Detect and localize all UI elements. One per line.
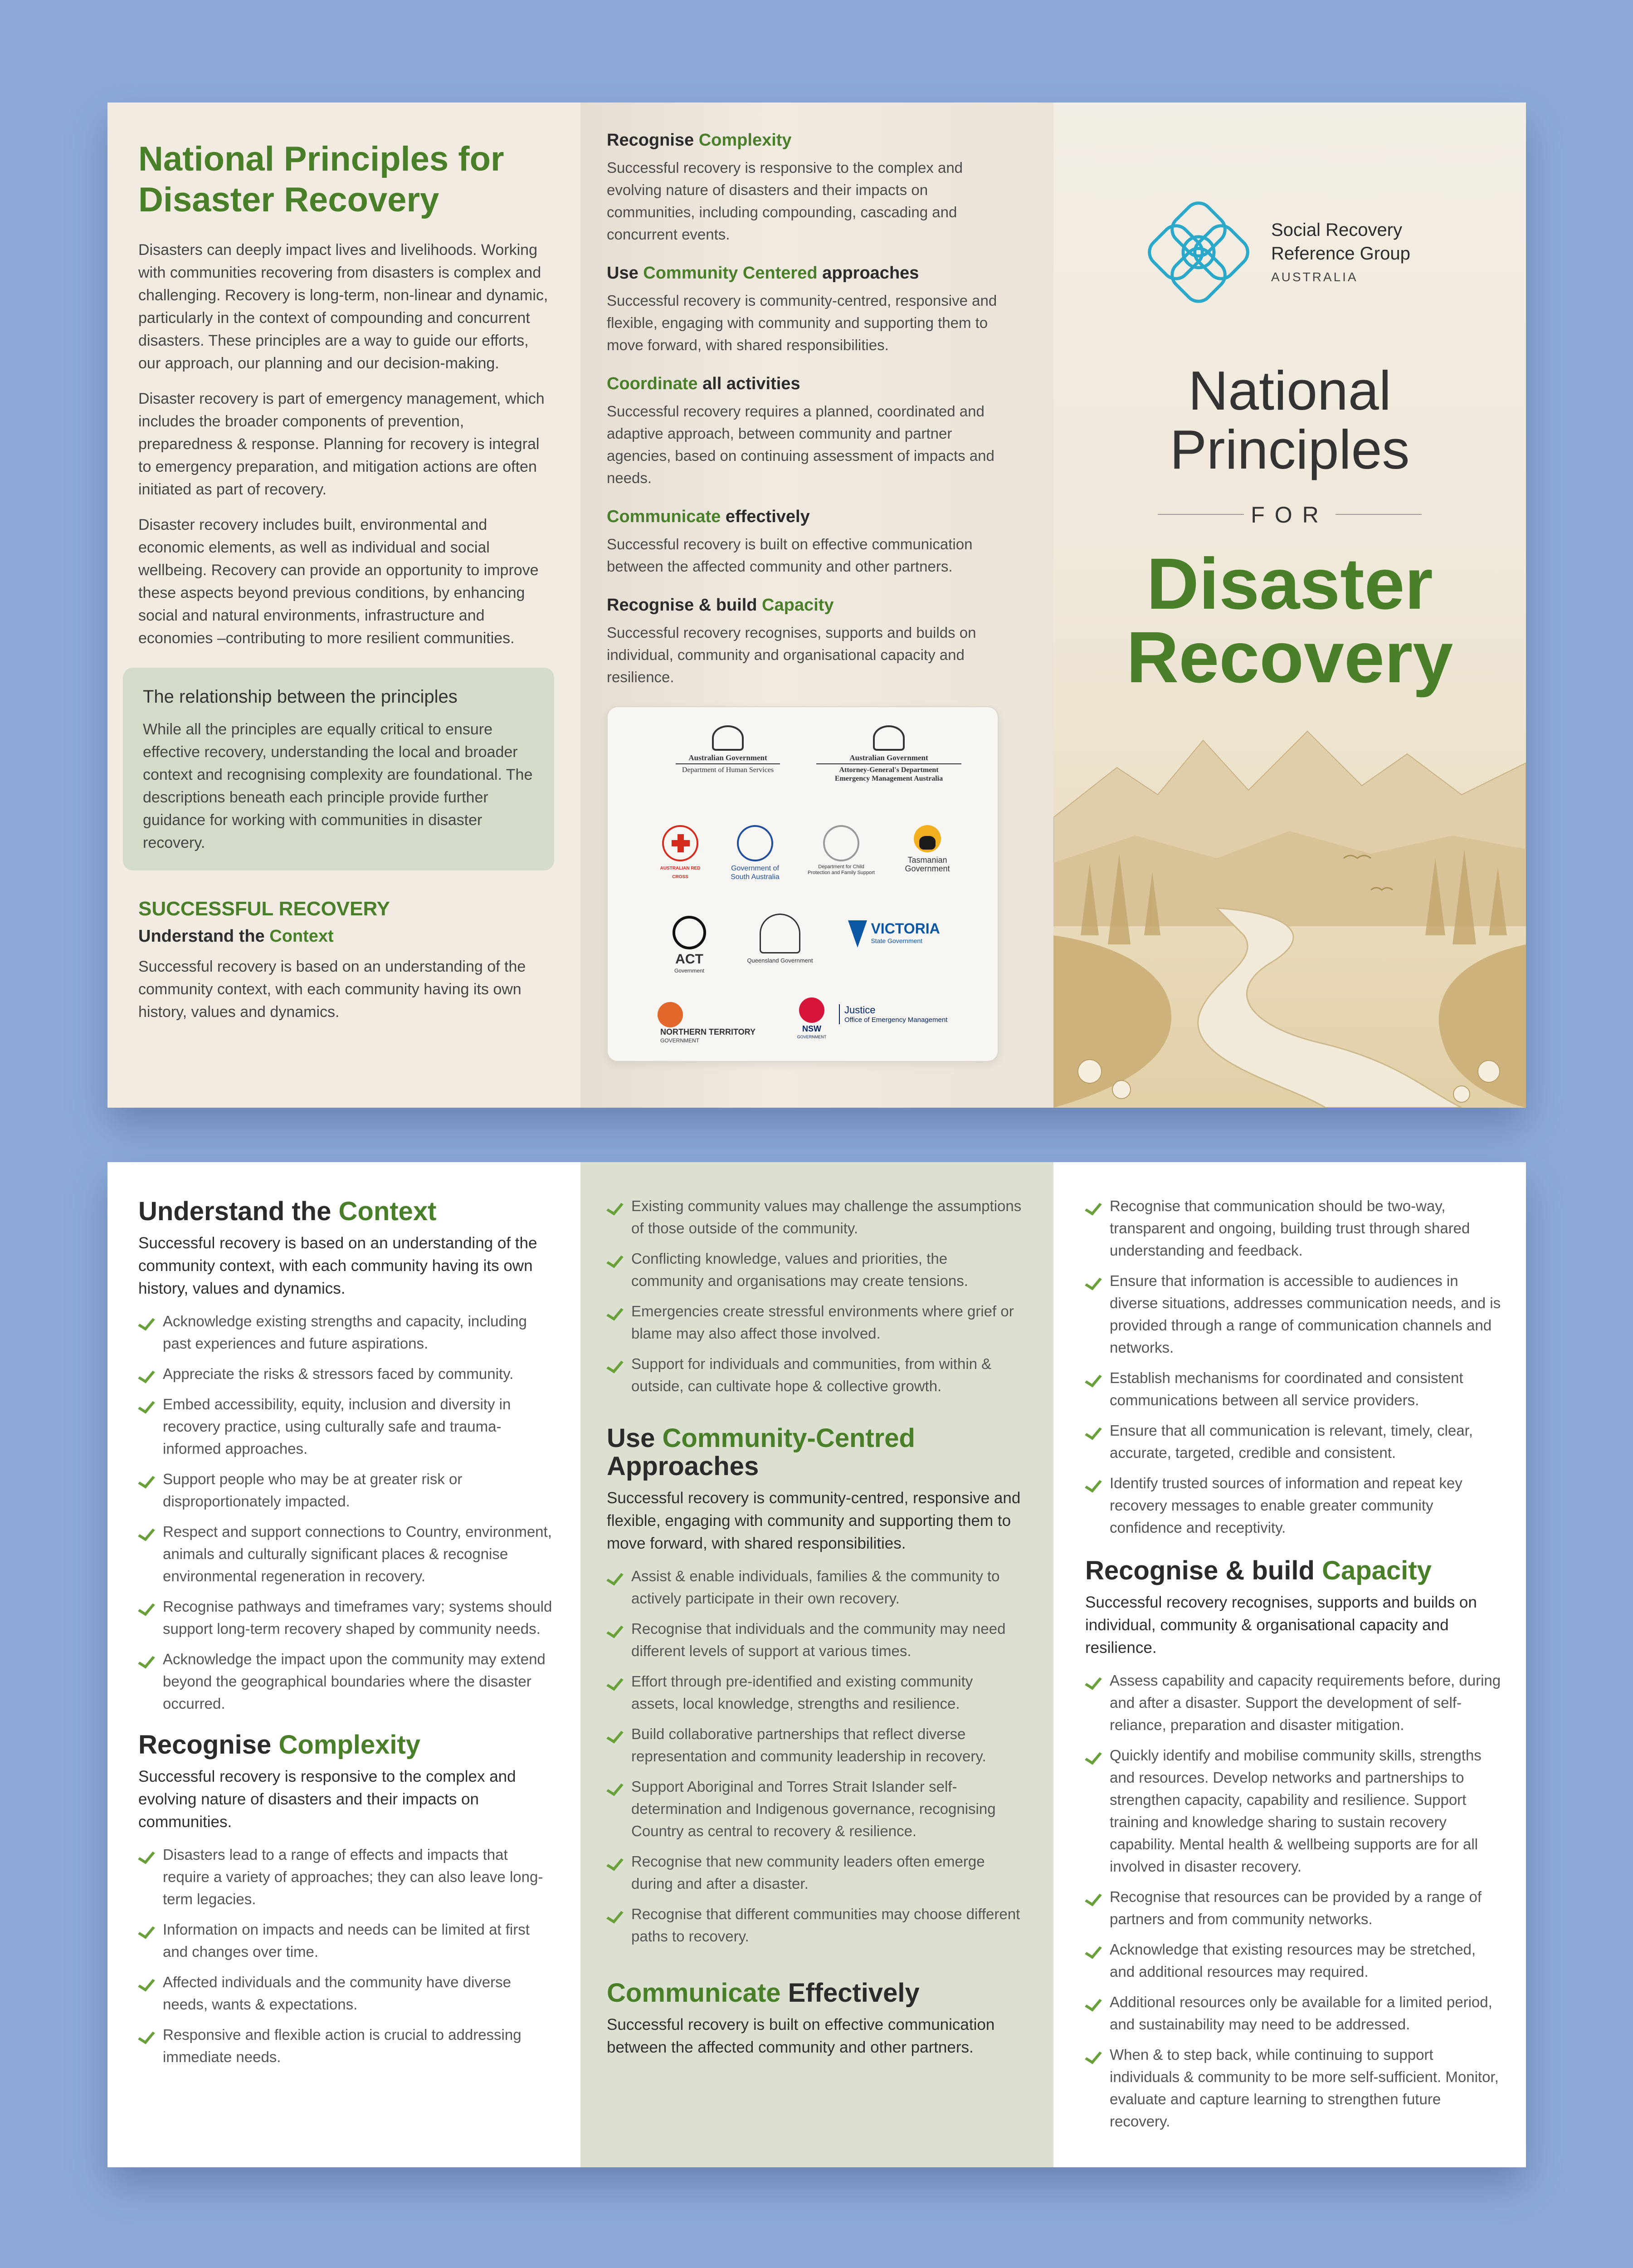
heading-green: Capacity <box>1322 1556 1432 1585</box>
capacity-list <box>1085 1669 1503 2132</box>
inner-panel-community <box>580 1162 1053 2167</box>
list-item: Recognise that different communities may choose different paths to recovery. <box>607 1903 1022 1947</box>
list-item: Conflicting knowledge, values and priorities, the community and organisations may create tensions. <box>607 1247 1022 1292</box>
complexity-intro: Successful recovery is responsive to the complex and evolving nature of disasters and their impacts on communities. <box>138 1768 516 1831</box>
brand-line: Social Recovery <box>1271 220 1403 240</box>
list-item: Appreciate the risks & stressors faced by community. <box>138 1363 553 1385</box>
list-item: Support Aboriginal and Torres Strait Islander self-determination and Indigenous governance, recognising Country as central to recovery & resilience. <box>607 1775 1022 1842</box>
cover-title-top <box>1053 361 1526 479</box>
justice-oem-logo <box>839 1004 949 1024</box>
communicate-list <box>1085 1195 1503 1539</box>
list-item: Support people who may be at greater risk or disproportionately impacted. <box>138 1468 553 1512</box>
logo-text: AUSTRALIAN RED CROSS <box>660 866 701 880</box>
principle-text-coordinate: Successful recovery requires a planned, coordinated and adaptive approach, between community and partner agencies, based on continuing assessment of impacts and needs. <box>607 403 994 486</box>
list-item: Assist & enable individuals, families & the community to actively participate in their own recovery. <box>607 1565 1022 1609</box>
list-item: Acknowledge existing strengths and capacity, including past experiences and future aspirations. <box>138 1310 553 1354</box>
complexity-list <box>138 1843 553 2068</box>
inner-panel-capacity <box>1053 1162 1526 2167</box>
outer-panel-principles <box>580 103 1053 1108</box>
list-item: Responsive and flexible action is crucial to addressing immediate needs. <box>138 2024 553 2068</box>
tas-gov-logo <box>889 825 966 873</box>
complexity-heading <box>138 1731 553 1759</box>
logo-text: Government of South Australia <box>731 865 780 881</box>
list-item: Recognise that new community leaders often emerge during and after a disaster. <box>607 1850 1022 1895</box>
victoria-gov-logo <box>848 920 952 948</box>
logo-text: Office of Emergency Management <box>844 1016 948 1024</box>
srrg-knot-logo-icon <box>1144 198 1253 307</box>
list-item: Acknowledge the impact upon the community may extend beyond the geographical boundaries where the disaster occurred. <box>138 1648 553 1715</box>
child-protection-logo <box>807 825 875 876</box>
act-gov-logo <box>658 916 721 975</box>
list-item: Recognise that resources can be provided by a range of partners and from community networks. <box>1085 1886 1503 1930</box>
list-item: Affected individuals and the community have diverse needs, wants & expectations. <box>138 1971 553 2015</box>
red-cross-icon <box>662 825 698 861</box>
logo-text: Tasmanian Government <box>905 855 950 873</box>
principle-heading-community <box>607 264 1013 283</box>
list-item: Establish mechanisms for coordinated and consistent communications between all service providers. <box>1085 1367 1503 1411</box>
principle-green: Capacity <box>762 596 834 615</box>
principle-green: Complexity <box>698 131 792 150</box>
partner-logos-card <box>607 706 999 1062</box>
cover-title-line: Disaster <box>1146 543 1433 624</box>
principle-pre: Use <box>607 264 643 283</box>
intro-title: National Principles for Disaster Recovery <box>138 140 504 219</box>
principle-heading-coordinate <box>607 374 1013 394</box>
for-word: FOR <box>1251 502 1329 528</box>
heading-plain: Recognise & build <box>1085 1556 1322 1585</box>
cover-title-line: Principles <box>1170 419 1410 480</box>
inner-panel-context-complexity <box>107 1162 580 2167</box>
principle-text-community: Successful recovery is community-centred, responsive and flexible, engaging with community and supporting them to move forward, with shared responsibilities. <box>607 292 997 353</box>
logo-text: Government <box>674 968 705 974</box>
principle-post: approaches <box>817 264 919 283</box>
heading-plain: Effectively <box>780 1978 920 2008</box>
intro-paragraph-3: Disaster recovery includes built, environmental and economic elements, as well as individual and social wellbeing. Recovery can provide an opportunity to improve these aspects beyond previous conditions, by enhancing social and natural environments, infrastructure and economies –contributing to more resilient communities. <box>138 516 539 647</box>
principle-heading-capacity <box>607 596 1013 615</box>
heading-green: Context <box>338 1197 437 1226</box>
list-item: Assess capability and capacity requirements before, during and after a disaster. Support the development of self-reliance, preparation and disaster mitigation. <box>1085 1669 1503 1736</box>
heading-plain: Understand the <box>138 1197 339 1226</box>
community-intro: Successful recovery is community-centred, responsive and flexible, engaging with community and supporting them to move forward, with shared responsibilities. <box>607 1489 1021 1552</box>
act-crest-icon <box>673 916 706 949</box>
heading-plain: Recognise <box>138 1730 279 1760</box>
brochure-outer-spread <box>107 103 1526 1108</box>
principle-post: all activities <box>697 374 800 393</box>
principle-pre: Recognise <box>607 131 699 150</box>
logo-text: Queensland Government <box>747 957 813 964</box>
cover-title-line: National <box>1188 360 1391 421</box>
logo-text: Department of Human Services <box>676 763 780 774</box>
list-item: Recognise that individuals and the community may need different levels of support at various times. <box>607 1618 1022 1662</box>
principle-heading-communicate <box>607 507 1013 527</box>
list-item: Recognise pathways and timeframes vary; systems should support long-term recovery shaped by community needs. <box>138 1595 553 1640</box>
cover-title-line: Recovery <box>1126 616 1453 698</box>
logo-text: State Government <box>871 937 923 944</box>
qld-gov-logo <box>744 914 816 965</box>
list-item: Respect and support connections to Country, environment, animals and culturally significant places & recognise environmental regeneration in recovery. <box>138 1520 553 1587</box>
aus-gov-human-services-logo <box>676 725 780 774</box>
brand-line: Reference Group <box>1271 244 1410 264</box>
principle-green: Coordinate <box>607 374 698 393</box>
list-item: Ensure that information is accessible to audiences in diverse situations, addresses communication needs, and is provided through a range of communication channels and networks. <box>1085 1270 1503 1359</box>
successful-recovery-heading: SUCCESSFUL RECOVERY <box>138 898 390 920</box>
relationship-text: While all the principles are equally critical to ensure effective recovery, understanding the local and broader context and recognising complexity are foundational. The descriptions beneath each principle provide further guidance for working with communities in disaster recovery. <box>143 721 533 851</box>
logo-text: Australian Government <box>688 753 767 762</box>
aus-gov-emergency-logo <box>816 725 961 783</box>
context-heading <box>138 1198 553 1226</box>
list-item: Ensure that all communication is relevant, timely, clear, accurate, targeted, credible and consistent. <box>1085 1419 1503 1464</box>
logo-text: Department for Child Protection and Family Support <box>808 864 875 875</box>
communicate-heading <box>607 1979 1022 2007</box>
red-cross-logo <box>653 825 707 881</box>
wa-crest-icon <box>823 825 859 861</box>
principle-text-complexity: Successful recovery is responsive to the complex and evolving nature of disasters and their impacts on communities, including compounding, cascading and concurrent events. <box>607 159 963 243</box>
principle-post: effectively <box>721 507 810 526</box>
list-item: Support for individuals and communities, from within & outside, can cultivate hope & collective growth. <box>607 1353 1022 1397</box>
sa-piping-shrike-icon <box>737 825 773 861</box>
coat-of-arms-icon <box>873 725 905 751</box>
logo-text: Attorney-General's Department <box>816 763 961 774</box>
heading-green: Community-Centred <box>662 1423 915 1453</box>
understand-green: Context <box>269 927 334 946</box>
heading-plain: Use <box>607 1423 663 1453</box>
context-list <box>138 1310 553 1715</box>
logo-text: NORTHERN TERRITORY <box>660 1027 756 1036</box>
srrg-brand <box>1144 198 1462 307</box>
intro-paragraph-2: Disaster recovery is part of emergency management, which includes the broader components of prevention, preparedness & response. Planning for recovery is integral to emergency preparation, and mitigation actions are often initiated as part of recovery. <box>138 390 545 498</box>
brochure-inner-spread <box>107 1162 1526 2167</box>
list-item: Emergencies create stressful environments where grief or blame may also affect those involved. <box>607 1300 1022 1344</box>
complexity-continued-list <box>607 1195 1022 1397</box>
brand-country: AUSTRALIA <box>1271 270 1358 284</box>
understand-context-text: Successful recovery is based on an understanding of the community context, with each community having its own history, values and dynamics. <box>138 958 526 1021</box>
outer-panel-cover <box>1053 103 1526 1108</box>
heading-green: Complexity <box>278 1730 421 1760</box>
list-item: Quickly identify and mobilise community skills, strengths and resources. Develop networks and partnerships to strengthen capacity, capability and resilience. Support training and knowledge sharing to sustain recovery capability. Mental health & wellbeing supports are for all involved in disaster recovery. <box>1085 1744 1503 1877</box>
cover-for <box>1158 502 1422 528</box>
logo-text: NSW <box>802 1024 821 1033</box>
logo-text: Emergency Management Australia <box>834 775 943 782</box>
logo-text: GOVERNMENT <box>660 1037 700 1044</box>
nsw-gov-logo <box>789 997 834 1041</box>
list-item: Build collaborative partnerships that reflect diverse representation and community leadership in recovery. <box>607 1723 1022 1767</box>
list-item: Disasters lead to a range of effects and impacts that require a variety of approaches; they can also leave long-term legacies. <box>138 1843 553 1910</box>
waratah-icon <box>799 997 824 1023</box>
sa-gov-logo <box>723 825 787 881</box>
list-item: Embed accessibility, equity, inclusion and diversity in recovery practice, using culturally safe and trauma-informed approaches. <box>138 1393 553 1460</box>
logo-text: GOVERNMENT <box>797 1035 827 1039</box>
landscape-illustration <box>1053 699 1526 1108</box>
principle-text-communicate: Successful recovery is built on effective communication between the affected community and other partners. <box>607 536 973 575</box>
logo-text: VICTORIA <box>871 920 940 937</box>
heading-green: Communicate <box>607 1978 781 2008</box>
tasmanian-devil-icon <box>914 825 941 852</box>
nt-gov-logo <box>658 1002 762 1045</box>
principle-green: Communicate <box>607 507 721 526</box>
logo-text: Australian Government <box>849 753 928 762</box>
coat-of-arms-icon <box>712 725 744 751</box>
logo-text: ACT <box>675 952 703 967</box>
list-item: When & to step back, while continuing to support individuals & community to be more self-sufficient. Monitor, evaluate and capture learning to strengthen future recovery. <box>1085 2043 1503 2132</box>
nt-flower-icon <box>658 1002 683 1027</box>
victoria-triangle-icon <box>848 920 867 948</box>
understand-context-heading <box>138 927 554 946</box>
srrg-name <box>1271 218 1410 289</box>
list-item: Effort through pre-identified and existing community assets, local knowledge, strengths and resilience. <box>607 1670 1022 1715</box>
cover-title-bottom <box>1053 543 1526 698</box>
principle-pre: Recognise & build <box>607 596 762 615</box>
capacity-intro: Successful recovery recognises, supports and builds on individual, community & organisational capacity and resilience. <box>1085 1593 1477 1657</box>
understand-plain: Understand the <box>138 927 270 946</box>
context-intro: Successful recovery is based on an understanding of the community context, with each community having its own history, values and dynamics. <box>138 1234 537 1297</box>
principle-heading-complexity <box>607 131 1013 150</box>
qld-crest-icon <box>760 914 800 953</box>
community-list <box>607 1565 1022 1947</box>
list-item: Additional resources only be available for a limited period, and sustainability may need to be addressed. <box>1085 1991 1503 2035</box>
principle-green: Community Centered <box>643 264 818 283</box>
outer-panel-intro <box>107 103 580 1108</box>
list-item: Recognise that communication should be two-way, transparent and ongoing, building trust through shared understanding and feedback. <box>1085 1195 1503 1261</box>
principle-text-capacity: Successful recovery recognises, supports and builds on individual, community and organisational capacity and resilience. <box>607 624 976 685</box>
relationship-title: The relationship between the principles <box>143 687 458 707</box>
communicate-intro: Successful recovery is built on effective communication between the affected community and other partners. <box>607 2016 995 2056</box>
logo-text: Justice <box>844 1004 876 1016</box>
community-heading <box>607 1424 1022 1481</box>
list-item: Existing community values may challenge the assumptions of those outside of the community. <box>607 1195 1022 1239</box>
relationship-box <box>123 668 554 870</box>
heading-plain: Approaches <box>607 1452 759 1481</box>
intro-paragraph-1: Disasters can deeply impact lives and livelihoods. Working with communities recovering from disasters is complex and challenging. Recovery is long-term, non-linear and dynamic, particularly in the context of compounding and concurrent disasters. These principles are a way to guide our efforts, our approach, our planning and our decision-making. <box>138 241 548 372</box>
list-item: Acknowledge that existing resources may be stretched, and additional resources may required. <box>1085 1938 1503 1983</box>
list-item: Information on impacts and needs can be limited at first and changes over time. <box>138 1918 553 1963</box>
list-item: Identify trusted sources of information and repeat key recovery messages to enable greater community confidence and receptivity. <box>1085 1472 1503 1539</box>
capacity-heading <box>1085 1557 1503 1585</box>
